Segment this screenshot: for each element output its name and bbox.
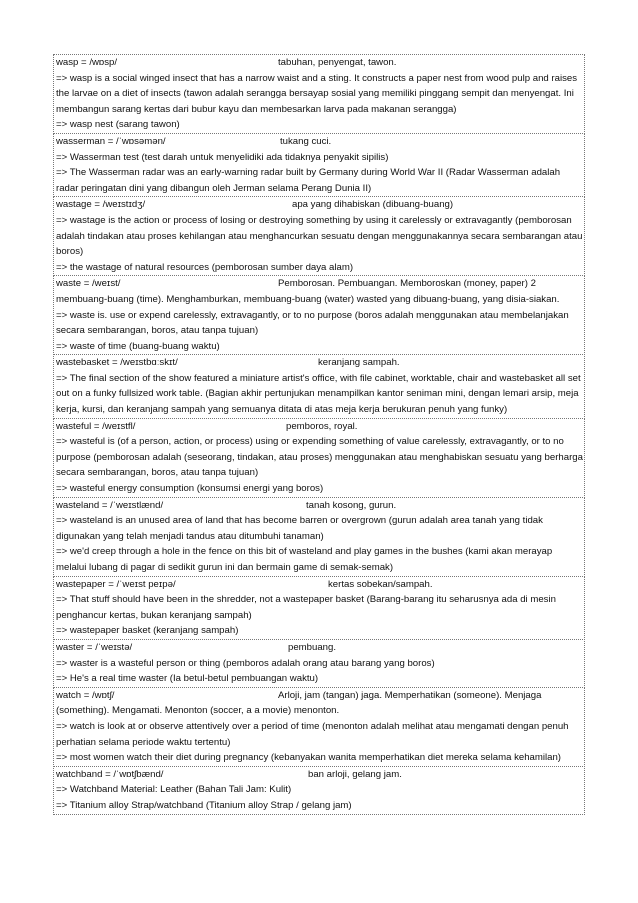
example-line: => we'd creep through a hole in the fence on this bit of wasteland and play games in the bushes (kami akan merayap melalui lubang di pagar di sedikit gurun ini dan bermain game di semak-semak) — [56, 546, 553, 573]
dictionary-entry — [53, 133, 585, 197]
dictionary-entry — [53, 639, 585, 688]
entry-head — [56, 355, 584, 371]
headword: wasteful = /weɪstfl/ — [56, 420, 136, 432]
example-line: => wastage is the action or process of losing or destroying something by using it carelessly or extravagantly (pemborosan adalah tindakan atau proses kehilangan atau menghancurkan sesuatu dengan menggunakannya secara sembarangan atau boros) — [56, 214, 583, 258]
example-line: => most women watch their diet during pregnancy (kebanyakan wanita memperhatikan diet mereka selama kehamilan) — [56, 752, 561, 764]
dictionary-entry — [53, 354, 585, 418]
example-line: => wastepaper basket (keranjang sampah) — [56, 625, 239, 637]
headword: waste = /weɪst/ — [56, 278, 121, 290]
headword: watchband = /ˈwɒtʃbænd/ — [56, 768, 164, 780]
dictionary-entry — [53, 196, 585, 276]
entry-head — [56, 55, 584, 71]
translation: kertas sobekan/sampah. — [328, 578, 433, 590]
headword: wasserman = /ˈwɒsəmən/ — [56, 135, 166, 147]
example-line: => watch is look at or observe attentively over a period of time (menonton adalah melihat atau mengamati dengan penuh perhatian selama periode waktu tertentu) — [56, 720, 569, 748]
dictionary-sheet — [53, 55, 585, 815]
dictionary-entry — [53, 275, 585, 355]
dictionary-entry — [53, 576, 585, 640]
dictionary-entry — [53, 54, 585, 134]
headword: wastage = /weɪstɪdʒ/ — [56, 199, 146, 211]
translation: pemboros, royal. — [286, 420, 358, 432]
example-line: => The Wasserman radar was an early-warning radar built by Germany during World War II (Radar Wasserman adalah radar peringatan dini yang dibangun oleh Jerman selama Perang Dunia II) — [56, 167, 561, 194]
headword: wasp = /wɒsp/ — [56, 57, 118, 68]
translation: keranjang sampah. — [318, 357, 400, 369]
dictionary-entry — [53, 418, 585, 498]
example-line: => That stuff should have been in the shredder, not a wastepaper basket (Barang-barang itu seharusnya ada di mesin penghancur kertas, bukan keranjang sampah) — [56, 594, 556, 621]
translation: Arloji, jam (tangan) jaga. Memperhatikan (someone). Menjaga (something). Mengamati. Menonton (soccer, a a movie) menonton. — [56, 689, 542, 717]
entry-head — [56, 577, 584, 593]
example-line: => Watchband Material: Leather (Bahan Tali Jam: Kulit) — [56, 784, 292, 796]
example-line: => the wastage of natural resources (pemborosan sumber daya alam) — [56, 261, 354, 273]
translation: pembuang. — [288, 641, 337, 653]
headword: waster = /ˈweɪstə/ — [56, 641, 133, 653]
example-line: => Wasserman test (test darah untuk menyelidiki ada tidaknya penyakit sipilis) — [56, 151, 389, 163]
translation: ban arloji, gelang jam. — [308, 768, 402, 780]
headword: wastepaper = /ˈweɪst peɪpə/ — [56, 578, 176, 590]
example-line: => He's a real time waster (Ia betul-betul pembuangan waktu) — [56, 673, 319, 685]
headword: wasteland = /ˈweɪstlænd/ — [56, 499, 164, 511]
example-line: => Titanium alloy Strap/watchband (Titanium alloy Strap / gelang jam) — [56, 799, 352, 811]
translation: tanah kosong, gurun. — [306, 499, 397, 511]
entry-head — [56, 688, 584, 719]
translation: tukang cuci. — [280, 135, 332, 147]
entry-head — [56, 197, 584, 213]
example-line: => waste of time (buang-buang waktu) — [56, 340, 220, 352]
dictionary-entry — [53, 766, 585, 815]
example-line: => wasteland is an unused area of land that has become barren or overgrown (gurun adalah area tanah yang tidak digunakan yang telah menjadi tandus atau ditumbuhi tanaman) — [56, 515, 543, 542]
entry-head — [56, 767, 584, 783]
example-line: => wasteful is (of a person, action, or process) using or expending something of value carelessly, extravagantly, or to no purpose (pemborosan adalah (seseorang, tindakan, atau proses) menggunakan atau menghabiskan sesuatu yang berharga secara sembarangan, boros, atau tanpa tujuan) — [56, 436, 583, 479]
entry-head — [56, 640, 584, 656]
headword: watch = /wɒtʃ/ — [56, 689, 115, 701]
entry-head — [56, 276, 584, 307]
headword: wastebasket = /weɪstbɑːskɪt/ — [56, 357, 178, 369]
translation: tabuhan, penyengat, tawon. — [278, 57, 397, 68]
example-line: => wasp is a social winged insect that has a narrow waist and a sting. It constructs a paper nest from wood pulp and raises the larvae on a diet of insects (tawon adalah serangga bersayap sosial yang memiliki pinggang sempit dan menyengat. Ini membangun sarang kertas dari bubur kayu dan membesarkan larva pada makanan serangga) — [56, 72, 578, 115]
example-line: => waste is. use or expend carelessly, extravagantly, or to no purpose (boros adalah menggunakan atau membelanjakan secara sembarangan, boros, atau tanpa tujuan) — [56, 309, 569, 337]
translation: apa yang dihabiskan (dibuang-buang) — [292, 199, 454, 211]
example-line: => The final section of the show featured a miniature artist's office, with file cabinet, worktable, chair and wastebasket all set out on a funky fullsized work table. (Bagian akhir pertunjukan menampilkan kantor seniman mini, dengan lemari arsip, meja kerja, kursi, dan keranjang sampah yang semuanya ditata di atas meja kerja berukuran penuh yang funky) — [56, 372, 581, 416]
example-line: => waster is a wasteful person or thing (pemboros adalah orang atau barang yang boros) — [56, 657, 435, 669]
dictionary-entry — [53, 497, 585, 577]
translation: Pemborosan. Pembuangan. Memboroskan (money, paper) 2 membuang-buang (time). Menghamburkan, membuang-buang (water) wasted yang dibuang-buang, yang disia-siakan. — [56, 278, 560, 305]
entry-head — [56, 419, 584, 435]
entry-head — [56, 134, 584, 150]
entry-head — [56, 498, 584, 514]
example-line: => wasteful energy consumption (konsumsi energi yang boros) — [56, 483, 324, 495]
example-line: => wasp nest (sarang tawon) — [56, 119, 180, 131]
dictionary-entry — [53, 687, 585, 767]
